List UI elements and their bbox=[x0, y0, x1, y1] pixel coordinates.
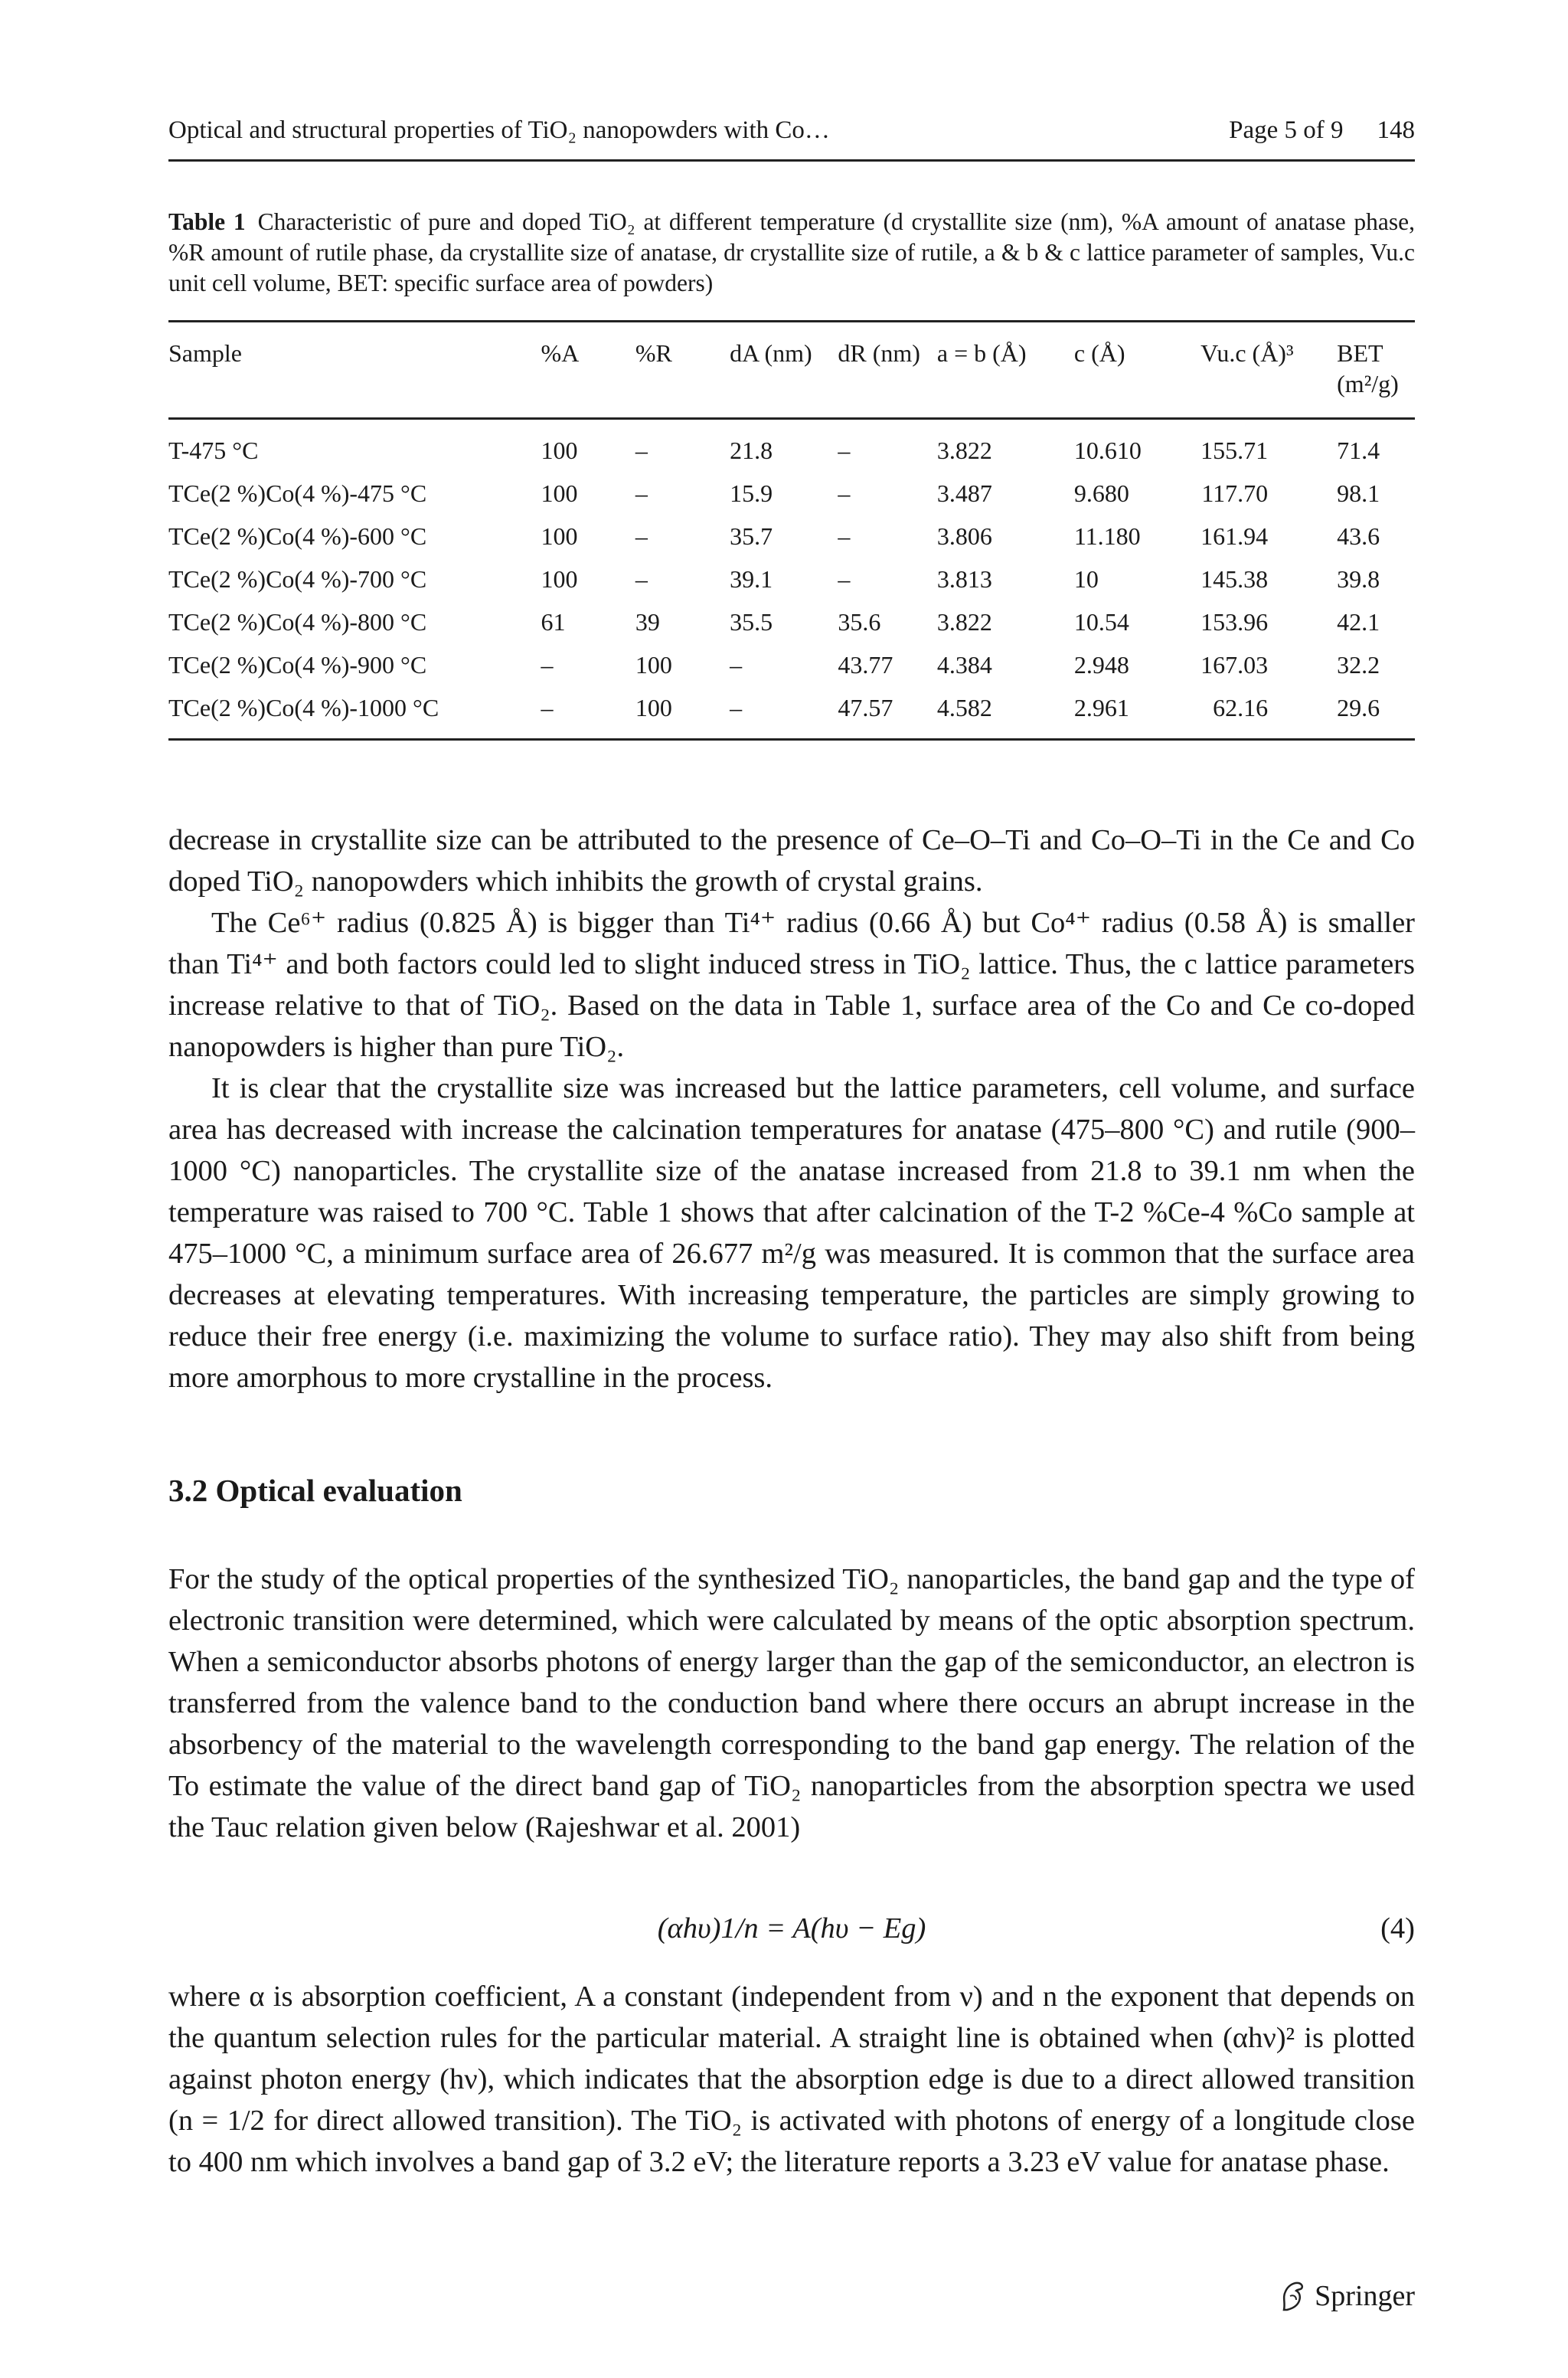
table-caption-text: Characteristic of pure and doped TiO₂ at different temperature (d crystallite size (nm), %A amount of anatase phase, %R amount of rutile phase, da crystallite size of anatase, dr crystallite size of rutile, a & b & c lattice parameter of samples, Vu.c unit cell volume, BET: specific surface area of powders) bbox=[168, 208, 1415, 296]
page-number: Page 5 of 9 bbox=[1229, 116, 1344, 144]
table-cell: 2.961 bbox=[1073, 694, 1129, 721]
table-cell: 145.38 bbox=[1200, 565, 1269, 593]
table-cell: – bbox=[838, 437, 851, 464]
table-cell: 9.680 bbox=[1073, 479, 1129, 507]
paragraph-4: For the study of the optical properties of the synthesized TiO₂ nanoparticles, the band gap and the type of electronic transition were determined, which were calculated by means of the optic absorption spectrum. When a semiconductor absorbs photons of energy larger than the gap of the semiconductor, an electron is transferred from the valence band to the conduction band where there occurs an abrupt increase in the absorbency of the material to the wavelength corresponding to the band gap energy. The relation of the To estimate the value of the direct band gap of TiO₂ nanoparticles from the absorption spectra we used the Tauc relation given below (Rajeshwar et al. 2001) bbox=[168, 1563, 1415, 1843]
table-row bbox=[168, 643, 1415, 686]
publisher-name: Springer bbox=[1315, 2280, 1415, 2312]
table-cell: 35.5 bbox=[730, 608, 773, 636]
table-cell: 100 bbox=[635, 651, 672, 679]
table-cell: 62.16 bbox=[1213, 694, 1269, 721]
data-table bbox=[168, 320, 1415, 741]
table-cell: – bbox=[635, 479, 648, 507]
table-cell: – bbox=[635, 522, 648, 550]
table-cell: 117.70 bbox=[1201, 479, 1269, 507]
table-cell: – bbox=[838, 522, 851, 550]
table-cell: 3.487 bbox=[936, 479, 992, 507]
table-cell: 3.822 bbox=[936, 608, 992, 636]
table-cell: 10 bbox=[1073, 565, 1099, 593]
table-cell: 39 bbox=[635, 608, 660, 636]
table-body bbox=[168, 419, 1415, 740]
page-info bbox=[1229, 115, 1415, 146]
col-header-dr: dR (nm) bbox=[838, 322, 936, 419]
table-cell: 47.57 bbox=[838, 694, 893, 721]
table-cell: 43.77 bbox=[838, 651, 893, 679]
col-header-rutile-pct: %R bbox=[635, 322, 730, 419]
table-row bbox=[168, 472, 1415, 515]
paragraph-5: where α is absorption coefficient, A a constant (independent from ν) and n the exponent that depends on the quantum selection rules for the particular material. A straight line is obtained when (αhν)² is plotted against photon energy (hν), which indicates that the absorption edge is due to a direct allowed transition (n = 1/2 for direct allowed transition). The TiO₂ is activated with photons of energy of a longitude close to 400 nm which involves a band gap of 3.2 eV; the literature reports a 3.23 eV value for anatase phase. bbox=[168, 1981, 1415, 2178]
table-cell: 100 bbox=[635, 694, 672, 721]
article-number: 148 bbox=[1377, 116, 1415, 144]
table-cell: 43.6 bbox=[1337, 522, 1380, 550]
table-cell: 100 bbox=[541, 565, 578, 593]
running-title: Optical and structural properties of TiO₂ nanopowders with Co… bbox=[168, 116, 830, 144]
equation bbox=[168, 1907, 1415, 1950]
table-caption bbox=[168, 207, 1415, 299]
table-cell: 4.384 bbox=[936, 651, 992, 679]
table-cell: TCe(2 %)Co(4 %)-800 °C bbox=[168, 608, 427, 636]
table-cell: 4.582 bbox=[936, 694, 992, 721]
table-cell: 153.96 bbox=[1200, 608, 1269, 636]
table-cell: 155.71 bbox=[1200, 437, 1269, 464]
table-cell: 35.6 bbox=[838, 608, 881, 636]
table-cell: 98.1 bbox=[1337, 479, 1380, 507]
table-cell: 100 bbox=[541, 479, 578, 507]
body-block-1 bbox=[168, 819, 1415, 1398]
table-cell: 71.4 bbox=[1337, 437, 1380, 464]
table-cell: 3.822 bbox=[936, 437, 992, 464]
table-cell: 10.610 bbox=[1073, 437, 1142, 464]
table-cell: – bbox=[635, 565, 648, 593]
table-row bbox=[168, 558, 1415, 600]
table-cell: 42.1 bbox=[1337, 608, 1380, 636]
table-cell: TCe(2 %)Co(4 %)-600 °C bbox=[168, 522, 427, 550]
table-cell: 39.8 bbox=[1337, 565, 1380, 593]
table-cell: 21.8 bbox=[730, 437, 773, 464]
table-cell: 10.54 bbox=[1073, 608, 1129, 636]
table-cell: 35.7 bbox=[730, 522, 773, 550]
table-cell: – bbox=[838, 479, 851, 507]
table-cell: – bbox=[730, 694, 743, 721]
table-cell: 39.1 bbox=[730, 565, 773, 593]
body-block-3 bbox=[168, 1976, 1415, 2183]
col-header-anatase-pct: %A bbox=[541, 322, 635, 419]
table-cell: TCe(2 %)Co(4 %)-1000 °C bbox=[168, 694, 439, 721]
table-cell: T-475 °C bbox=[168, 437, 259, 464]
table-cell: 32.2 bbox=[1337, 651, 1380, 679]
table-cell: TCe(2 %)Co(4 %)-700 °C bbox=[168, 565, 427, 593]
table-header-row bbox=[168, 322, 1415, 419]
col-header-c: c (Å) bbox=[1074, 322, 1200, 419]
table-cell: – bbox=[635, 437, 648, 464]
table-cell: TCe(2 %)Co(4 %)-900 °C bbox=[168, 651, 427, 679]
running-header bbox=[168, 115, 1415, 162]
springer-horse-icon bbox=[1278, 2279, 1308, 2313]
table-cell: – bbox=[541, 694, 554, 721]
table-cell: 3.813 bbox=[936, 565, 992, 593]
table-cell: 167.03 bbox=[1200, 651, 1269, 679]
paragraph-1: decrease in crystallite size can be attributed to the presence of Ce–O–Ti and Co–O–Ti in the Ce and Co doped TiO₂ nanopowders which inhibits the growth of crystal grains. bbox=[168, 824, 1415, 898]
table-row bbox=[168, 419, 1415, 473]
table-caption-label: Table 1 bbox=[168, 208, 246, 235]
table-cell: 2.948 bbox=[1073, 651, 1129, 679]
col-header-bet: BET (m²/g) bbox=[1337, 322, 1415, 419]
section-heading: 3.2 Optical evaluation bbox=[168, 1473, 462, 1508]
col-header-a-b: a = b (Å) bbox=[937, 322, 1074, 419]
table-cell: 100 bbox=[541, 437, 578, 464]
table-row bbox=[168, 515, 1415, 558]
table-cell: 3.806 bbox=[936, 522, 992, 550]
table-cell: 161.94 bbox=[1200, 522, 1269, 550]
table-cell: 11.180 bbox=[1073, 522, 1141, 550]
table-row bbox=[168, 686, 1415, 740]
col-header-da: dA (nm) bbox=[730, 322, 838, 419]
table-cell: 61 bbox=[541, 608, 566, 636]
table-cell: 29.6 bbox=[1337, 694, 1380, 721]
table-cell: TCe(2 %)Co(4 %)-475 °C bbox=[168, 479, 427, 507]
paragraph-3: It is clear that the crystallite size was increased but the lattice parameters, cell volume, and surface area has decreased with increase the calcination temperatures for anatase (475–800 °C) and rutile (900–1000 °C) nanoparticles. The crystallite size of the anatase increased from 21.8 to 39.1 nm when the temperature was raised to 700 °C. Table 1 shows that after calcination of the T-2 %Ce-4 %Co sample at 475–1000 °C, a minimum surface area of 26.677 m²/g was measured. It is common that the surface area decreases at elevating temperatures. With increasing temperature, the particles are simply growing to reduce their free energy (i.e. maximizing the volume to surface ratio). They may also shift from being more amorphous to more crystalline in the process. bbox=[168, 1072, 1415, 1394]
equation-number: (4) bbox=[1380, 1912, 1415, 1945]
table-cell: – bbox=[838, 565, 851, 593]
table-cell: 100 bbox=[541, 522, 578, 550]
col-header-sample: Sample bbox=[168, 322, 541, 419]
table-cell: – bbox=[541, 651, 554, 679]
paragraph-2: The Ce⁶⁺ radius (0.825 Å) is bigger than Ti⁴⁺ radius (0.66 Å) but Co⁴⁺ radius (0.58 Å) is smaller than Ti⁴⁺ and both factors could led to slight induced stress in TiO₂ lattice. Thus, the c lattice parameters increase relative to that of TiO₂. Based on the data in Table 1, surface area of the Co and Ce co-doped nanopowders is higher than pure TiO₂. bbox=[168, 907, 1415, 1063]
equation-body: (αhυ)1/n = A(hυ − Eg) bbox=[657, 1912, 926, 1945]
body-block-2 bbox=[168, 1559, 1415, 1848]
table-cell: – bbox=[730, 651, 743, 679]
publisher-footer bbox=[1278, 2279, 1415, 2313]
col-header-vuc: Vu.c (Å)³ bbox=[1200, 322, 1337, 419]
table-cell: 15.9 bbox=[730, 479, 773, 507]
table-row bbox=[168, 600, 1415, 643]
